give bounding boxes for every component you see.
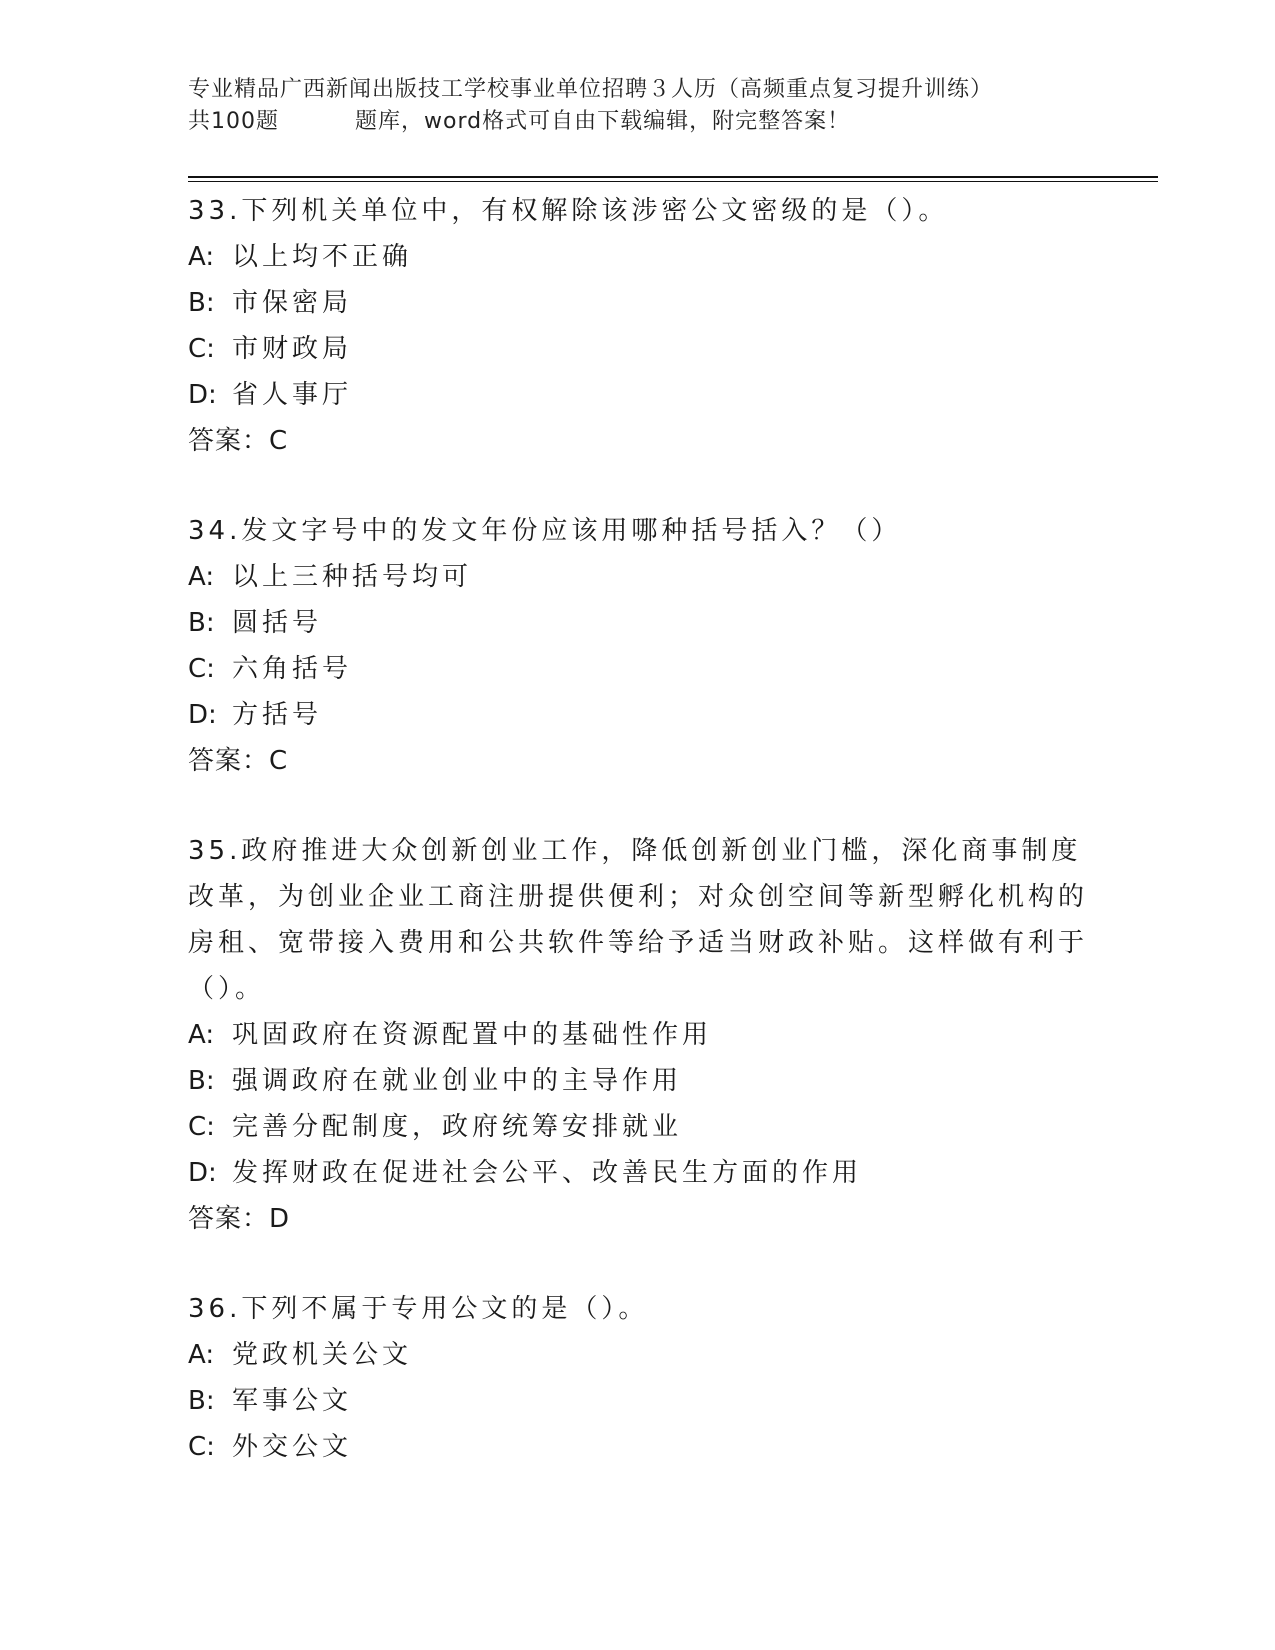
question-35	[188, 828, 1088, 1242]
option-text: 市财政局	[232, 334, 353, 364]
question-33	[188, 188, 1088, 464]
option-b	[188, 1378, 1088, 1424]
option-letter: C:	[188, 1112, 215, 1142]
answer-line: 答案：C	[188, 426, 289, 456]
option-text: 巩固政府在资源配置中的基础性作用	[232, 1020, 713, 1050]
option-b	[188, 280, 1088, 326]
header-divider-thick	[188, 176, 1158, 178]
option-c	[188, 1104, 1088, 1150]
option-letter: B:	[188, 1386, 215, 1416]
option-text: 发挥财政在促进社会公平、改善民生方面的作用	[232, 1158, 863, 1188]
option-text: 省人事厅	[232, 380, 353, 410]
option-text: 党政机关公文	[232, 1340, 413, 1370]
option-letter: D:	[188, 1158, 217, 1188]
option-text: 圆括号	[232, 608, 323, 638]
option-text: 完善分配制度，政府统筹安排就业	[232, 1112, 683, 1142]
header-count: 共100题	[188, 109, 279, 134]
option-c	[188, 1424, 1088, 1470]
option-letter: C:	[188, 334, 215, 364]
option-a	[188, 1012, 1088, 1058]
option-text: 强调政府在就业创业中的主导作用	[232, 1066, 683, 1096]
question-36	[188, 1286, 1088, 1470]
question-text: 35.政府推进大众创新创业工作，降低创新创业门槛，深化商事制度改革，为创业企业工商注册提供便利；对众创空间等新型孵化机构的房租、宽带接入费用和公共软件等给予适当财政补贴。这样做有利于（）。	[188, 836, 1089, 1004]
header-title: 专业精品广西新闻出版技工学校事业单位招聘３人历（高频重点复习提升训练）	[188, 77, 994, 102]
option-b	[188, 600, 1088, 646]
option-letter: B:	[188, 288, 215, 318]
option-letter: D:	[188, 700, 217, 730]
option-text: 外交公文	[232, 1432, 353, 1462]
option-letter: A:	[188, 242, 215, 272]
question-34	[188, 508, 1088, 784]
option-letter: A:	[188, 1020, 215, 1050]
option-text: 市保密局	[232, 288, 353, 318]
option-letter: A:	[188, 1340, 215, 1370]
option-letter: B:	[188, 1066, 215, 1096]
option-letter: A:	[188, 562, 215, 592]
option-a	[188, 234, 1088, 280]
option-letter: C:	[188, 1432, 215, 1462]
question-text: 36.下列不属于专用公文的是（）。	[188, 1294, 649, 1324]
option-text: 以上均不正确	[232, 242, 413, 272]
option-d	[188, 1150, 1088, 1196]
option-b	[188, 1058, 1088, 1104]
question-list	[188, 188, 1088, 1514]
header-subtitle	[188, 106, 1088, 138]
option-text: 方括号	[232, 700, 323, 730]
answer-line: 答案：D	[188, 1204, 291, 1234]
option-c	[188, 646, 1088, 692]
option-a	[188, 1332, 1088, 1378]
answer-line: 答案：C	[188, 746, 289, 776]
option-text: 以上三种括号均可	[232, 562, 473, 592]
question-text: 33.下列机关单位中，有权解除该涉密公文密级的是（）。	[188, 196, 949, 226]
option-text: 六角括号	[232, 654, 353, 684]
option-letter: D:	[188, 380, 217, 410]
option-letter: B:	[188, 608, 215, 638]
header-description: 题库，word格式可自由下载编辑，附完整答案！	[355, 109, 851, 134]
option-a	[188, 554, 1088, 600]
option-text: 军事公文	[232, 1386, 353, 1416]
question-text: 34.发文字号中的发文年份应该用哪种括号括入？（）	[188, 516, 902, 546]
page-header	[188, 74, 1088, 138]
option-letter: C:	[188, 654, 215, 684]
option-d	[188, 372, 1088, 418]
header-divider-thin	[188, 181, 1158, 182]
option-d	[188, 692, 1088, 738]
option-c	[188, 326, 1088, 372]
